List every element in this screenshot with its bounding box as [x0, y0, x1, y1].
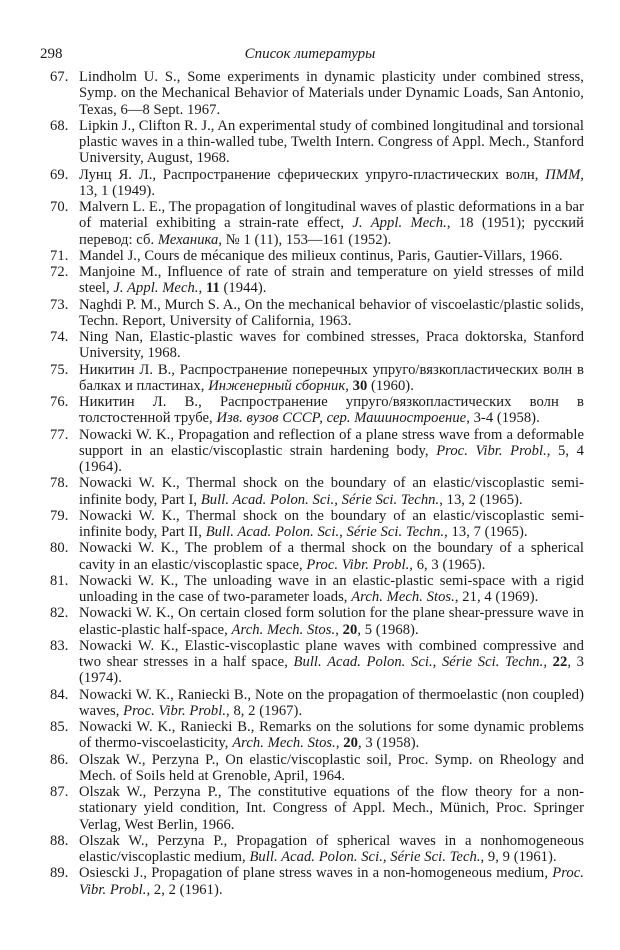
- reference-segment: , 6, 3 (1965).: [409, 556, 486, 573]
- reference-text: [79, 638, 584, 687]
- reference-entry: [50, 784, 584, 833]
- reference-journal: Инженерный сборник: [208, 377, 346, 394]
- reference-journal: Proc. Vibr. Probl.: [436, 442, 547, 459]
- reference-entry: [50, 297, 584, 330]
- reference-segment: Olszak W., Perzyna P., The constitutive equations of the flow theory for a non-stationary yield condition, Int. Congress of Appl. Mech., Münich, Proc. Springer Verlag, West Berlin, 1966.: [79, 784, 584, 833]
- reference-segment: , 13, 1 (1949).: [79, 166, 584, 199]
- reference-segment: ,: [335, 621, 343, 638]
- reference-text: [79, 118, 584, 167]
- reference-journal: Bull. Acad. Polon. Sci., Série Sci. Techn.: [293, 654, 544, 670]
- reference-number: 74.: [50, 329, 69, 345]
- reference-number: 75.: [50, 361, 69, 378]
- reference-segment: Nowacki W. K., On certain closed form solution for the plane shear-pressure wave in elastic-plastic half-space,: [79, 605, 584, 638]
- reference-number: 82.: [50, 605, 69, 622]
- reference-segment: ,: [198, 280, 206, 297]
- reference-journal: Arch. Mech. Stos.: [351, 589, 455, 605]
- reference-number: 76.: [50, 394, 69, 410]
- reference-number: 67.: [50, 69, 69, 85]
- reference-entry: [50, 687, 584, 720]
- reference-segment: Malvern L. E., The propagation of longitudinal waves of plastic deformations in a bar of material exhibiting a strain-rate effect,: [79, 199, 584, 232]
- reference-number: 88.: [50, 832, 69, 849]
- reference-segment: Naghdi P. M., Murch S. A., On the mechanical behavior of viscoelastic/plastic solids, Techn. Report, University of California, 1963.: [79, 296, 584, 329]
- reference-entry: [50, 264, 584, 297]
- reference-number: 71.: [50, 247, 69, 264]
- reference-journal: Arch. Mech. Stos.: [231, 621, 336, 638]
- reference-entry: [50, 508, 584, 541]
- reference-segment: Nowacki W. K., The unloading wave in an elastic-plastic semi-space with a rigid unloading in the case of two-parameter loads,: [79, 572, 584, 605]
- reference-entry: [50, 638, 584, 687]
- reference-segment: Lipkin J., Clifton R. J., An experimental study of combined longitudinal and torsional plastic waves in a thin-walled tube, Twelth Intern. Congress of Appl. Mech., Stanford University, August, 1968.: [79, 117, 584, 167]
- reference-entry: [50, 248, 584, 264]
- reference-volume: 20: [343, 735, 358, 752]
- reference-text: [79, 605, 584, 637]
- reference-text: [79, 540, 584, 572]
- reference-segment: Nowacki W. K., Elastic-viscoplastic plane waves with combined compressive and two shear stresses in a half space,: [79, 637, 584, 670]
- reference-text: [79, 784, 584, 833]
- reference-entry: [50, 719, 584, 752]
- reference-segment: , 18 (1951); русский перевод: сб.: [79, 215, 585, 248]
- reference-entry: [50, 199, 584, 248]
- reference-segment: Nowacki W. K., Raniecki B., Remarks on the solutions for some dynamic problems of thermo-viscoelasticity,: [79, 719, 584, 752]
- reference-journal: Bull. Acad. Polon. Sci., Série Sci. Techn.: [200, 491, 440, 508]
- reference-journal: Изв. вузов СССР, сер. Машиностроение: [216, 410, 467, 427]
- reference-number: 87.: [50, 784, 69, 800]
- reference-segment: Nowacki W. K., Propagation and reflection of a plane stress wave from a deformable support in an elastic/viscoplastic strain hardening body,: [79, 426, 584, 459]
- reference-segment: , 8, 2 (1967).: [226, 702, 303, 719]
- reference-segment: Manjoine M., Influence of rate of strain and temperature on yield stresses of mild steel,: [79, 264, 584, 297]
- reference-segment: , 5 (1968).: [357, 621, 419, 638]
- reference-text: [79, 362, 584, 394]
- reference-text: [79, 248, 563, 264]
- reference-journal: Bull. Acad. Polon. Sci., Série Sci. Techn.: [205, 524, 445, 540]
- reference-text: [79, 427, 584, 476]
- reference-text: [79, 264, 584, 296]
- reference-segment: , 13, 7 (1965).: [444, 524, 528, 540]
- reference-number: 69.: [50, 166, 69, 183]
- reference-journal: Механика: [157, 231, 219, 248]
- reference-entry: [50, 475, 584, 508]
- reference-text: [79, 833, 584, 865]
- reference-number: 83.: [50, 637, 69, 654]
- reference-entry: [50, 69, 584, 118]
- reference-journal: Bull. Acad. Polon. Sci., Série Sci. Tech.: [249, 849, 481, 865]
- reference-segment: Olszak W., Perzyna P., Propagation of spherical waves in a nonhomogeneous elastic/viscoplastic medium,: [79, 832, 584, 865]
- reference-volume: 22: [552, 654, 568, 670]
- reference-number: 70.: [50, 199, 69, 215]
- reference-entry: [50, 118, 584, 167]
- reference-text: [79, 297, 584, 329]
- reference-entry: [50, 540, 584, 573]
- reference-segment: Osiescki J., Propagation of plane stress waves in a non-homogeneous medium,: [79, 865, 553, 882]
- reference-volume: 30: [352, 377, 368, 394]
- reference-list: [50, 69, 584, 898]
- reference-segment: Ning Nan, Elastic-plastic waves for combined stresses, Praca doktorska, Stanford University, 1968.: [79, 329, 584, 362]
- reference-segment: Nowacki W. K., Thermal shock on the boundary of an elastic/viscoplastic semi-infinite body, Part II,: [79, 507, 584, 540]
- reference-segment: Nowacki W. K., The problem of a thermal shock on the boundary of a spherical cavity in an elastic/viscoplastic space,: [79, 540, 584, 573]
- reference-number: 73.: [50, 296, 69, 313]
- reference-text: [79, 508, 584, 540]
- reference-entry: [50, 329, 584, 362]
- reference-segment: (1944).: [219, 280, 267, 297]
- reference-journal: Proc. Vibr. Probl.: [306, 556, 410, 573]
- reference-volume: 11: [205, 280, 220, 297]
- reference-segment: Nowacki W. K., Thermal shock on the boundary of an elastic/viscoplastic semi-infinite body, Part I,: [79, 475, 584, 508]
- reference-number: 89.: [50, 865, 69, 882]
- reference-text: [79, 329, 584, 361]
- reference-segment: Никитин Л. В., Распространение поперечных упруго/вязкопластических волн в балках и пластинах,: [79, 361, 584, 394]
- reference-number: 72.: [50, 264, 69, 280]
- reference-segment: Лунц Я. Л., Распространение сферических упруго-пластических волн,: [79, 166, 546, 183]
- reference-text: [79, 573, 584, 605]
- reference-entry: [50, 427, 584, 476]
- reference-segment: Никитин Л. В., Распространение упруго/вязкопластических волн в толстостенной трубе,: [79, 394, 584, 427]
- reference-segment: , № 1 (11), 153—161 (1952).: [218, 231, 392, 248]
- reference-segment: , 13, 2 (1965).: [439, 491, 523, 508]
- reference-number: 80.: [50, 540, 69, 557]
- reference-segment: ,: [345, 377, 353, 394]
- reference-text: [79, 167, 584, 199]
- reference-number: 84.: [50, 686, 69, 703]
- reference-entry: [50, 167, 584, 200]
- reference-journal: J. Appl. Mech.: [352, 215, 447, 232]
- reference-segment: Nowacki W. K., Raniecki B., Note on the propagation of thermoelastic (non coupled) waves,: [79, 686, 584, 719]
- reference-segment: , 9, 9 (1961).: [480, 849, 557, 865]
- reference-entry: [50, 605, 584, 638]
- reference-entry: [50, 362, 584, 395]
- reference-entry: [50, 833, 584, 866]
- reference-segment: , 3 (1974).: [79, 654, 585, 687]
- reference-segment: ,: [335, 735, 344, 752]
- reference-number: 77.: [50, 426, 69, 443]
- reference-segment: , 2, 2 (1961).: [146, 881, 223, 898]
- reference-segment: , 5, 4 (1964).: [79, 442, 584, 475]
- reference-journal: ПММ: [545, 166, 581, 183]
- reference-number: 78.: [50, 475, 69, 492]
- reference-segment: Mandel J., Cours de mécanique des milieux continus, Paris, Gautier-Villars, 1966.: [79, 247, 563, 264]
- reference-text: [79, 199, 584, 248]
- reference-entry: [50, 752, 584, 785]
- reference-number: 85.: [50, 719, 69, 735]
- reference-entry: [50, 865, 584, 898]
- reference-segment: , 3-4 (1958).: [466, 410, 540, 427]
- reference-segment: Olszak W., Perzyna P., On elastic/viscoplastic soil, Proc. Symp. on Rheology and Mech. of Soils held at Grenoble, April, 1964.: [79, 751, 584, 784]
- reference-entry: [50, 394, 584, 427]
- page-header: [40, 46, 580, 66]
- page-number: 298: [40, 46, 63, 62]
- reference-text: [79, 719, 584, 751]
- reference-segment: Lindholm U. S., Some experiments in dynamic plasticity under combined stress, Symp. on the Mechanical Behavior of Materials under Dynamic Loads, San Antonio, Texas, 6—8 Sept. 1967.: [79, 69, 584, 118]
- reference-journal: Arch. Mech. Stos.: [232, 735, 336, 752]
- reference-journal: J. Appl. Mech.: [113, 280, 199, 297]
- reference-journal: Proc. Vibr. Probl.: [79, 865, 584, 898]
- reference-number: 68.: [50, 117, 69, 134]
- reference-segment: , 3 (1958).: [357, 735, 420, 752]
- reference-segment: , 21, 4 (1969).: [454, 589, 539, 605]
- reference-journal: Proc. Vibr. Probl.: [123, 702, 227, 719]
- reference-volume: 20: [342, 621, 358, 638]
- reference-segment: ,: [543, 654, 553, 670]
- reference-number: 79.: [50, 507, 69, 524]
- reference-entry: [50, 573, 584, 606]
- reference-text: [79, 687, 584, 719]
- reference-segment: (1960).: [367, 377, 414, 394]
- running-title: Список литературы: [244, 46, 376, 62]
- reference-text: [79, 752, 584, 784]
- reference-text: [79, 475, 584, 507]
- reference-text: [79, 69, 584, 118]
- reference-number: 81.: [50, 572, 69, 589]
- reference-text: [79, 865, 584, 897]
- reference-number: 86.: [50, 751, 69, 768]
- reference-text: [79, 394, 584, 426]
